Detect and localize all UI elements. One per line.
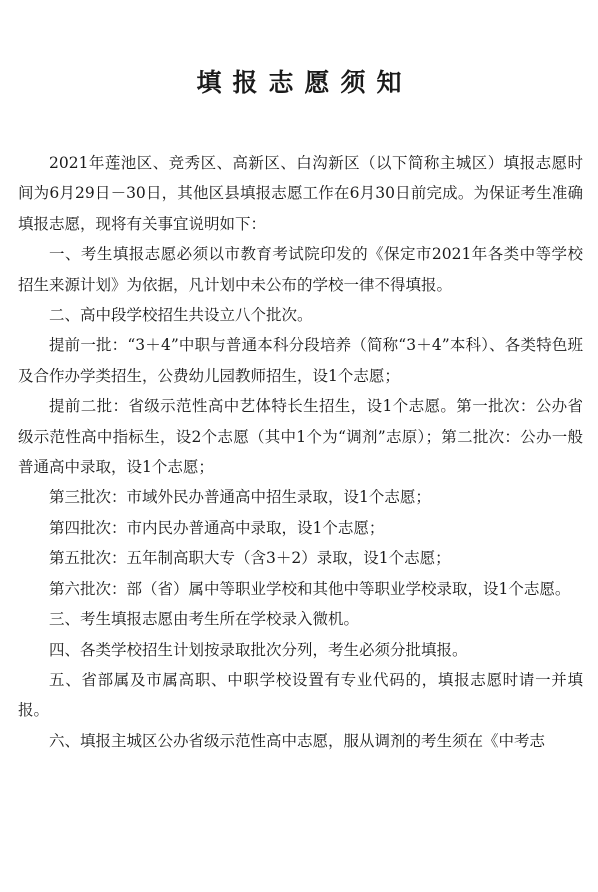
batch-five-paragraph: 第五批次：五年制高职大专（含3＋2）录取，设1个志愿；: [49, 549, 451, 568]
document-body: [18, 148, 583, 756]
batch-three-paragraph: 第三批次：市域外民办普通高中招生录取，设1个志愿；: [49, 488, 431, 507]
item-five-paragraph: 五、省部属及市属高职、中职学校设置有专业代码的，填报志愿时请一并填报。: [18, 670, 583, 720]
item-four-paragraph: 四、各类学校招生计划按录取批次分列，考生必须分批填报。: [49, 640, 468, 659]
item-one-paragraph: 一、考生填报志愿必须以市教育考试院印发的《保定市2021年各类中等学校招生来源计划》为依据，凡计划中未公布的学校一律不得填报。: [18, 245, 583, 294]
item-two-paragraph: 二、高中段学校招生共设立八个批次。: [49, 306, 313, 325]
batch-early-one-paragraph: 提前一批：“3＋4”中职与普通本科分段培养（简称“3＋4”本科）、各类特色班及合作办学类招生，公费幼儿园教师招生，设1个志愿；: [18, 336, 583, 385]
batch-four-paragraph: 第四批次：市内民办普通高中录取，设1个志愿；: [49, 518, 385, 537]
document-title: 填报志愿须知: [196, 68, 413, 97]
batch-six-paragraph: 第六批次：部（省）属中等职业学校和其他中等职业学校录取，设1个志愿。: [49, 579, 571, 598]
batch-early-two-paragraph: 提前二批：省级示范性高中艺体特长生招生，设1个志愿。第一批次：公办省级示范性高中指标生，设2个志愿（其中1个为“调剂”志原）；第二批次：公办一般普通高中录取，设1个志愿；: [18, 397, 583, 477]
item-six-paragraph: 六、填报主城区公办省级示范性高中志愿，服从调剂的考生须在《中考志: [49, 731, 546, 750]
intro-paragraph: 2021年莲池区、竞秀区、高新区、白沟新区（以下简称主城区）填报志愿时间为6月29日－30日，其他区县填报志愿工作在6月30日前完成。为保证考生准确填报志愿，现将有关事宜说明如下：: [18, 154, 583, 233]
item-three-paragraph: 三、考生填报志愿由考生所在学校录入微机。: [49, 610, 360, 629]
